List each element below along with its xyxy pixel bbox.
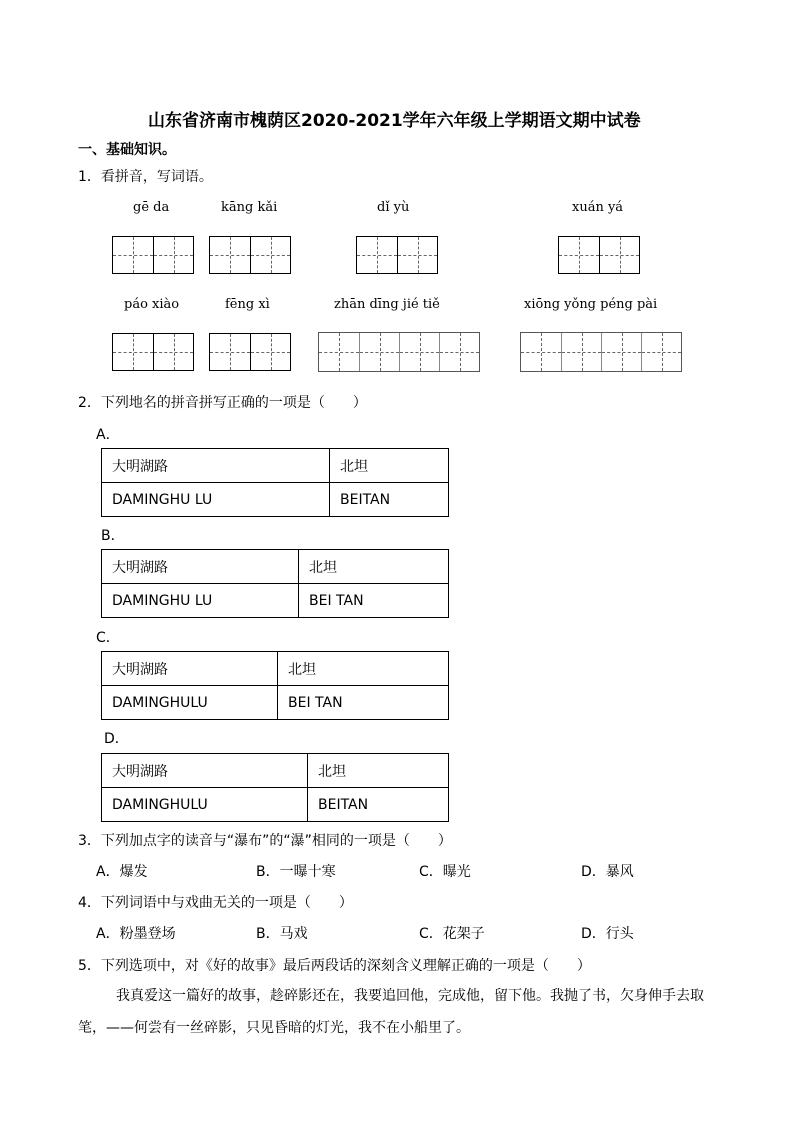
- answer-choice[interactable]: B．马戏: [256, 926, 308, 942]
- place-pinyin: BEI TAN: [278, 686, 449, 720]
- question-3-prompt: 3．下列加点字的读音与“瀑布”的“瀑”相同的一项是（ ）: [78, 833, 452, 849]
- answer-choice[interactable]: A．爆发: [96, 864, 148, 880]
- passage-line: 笔，——何尝有一丝碎影，只见昏暗的灯光，我不在小船里了。: [78, 1020, 470, 1036]
- question-4-prompt: 4．下列词语中与戏曲无关的一项是（ ）: [78, 895, 353, 911]
- option-table: [101, 651, 449, 720]
- pinyin-label: páo xiào: [124, 297, 180, 312]
- pinyin-label: fēng xì: [225, 297, 270, 312]
- option-table: [101, 549, 449, 618]
- pinyin-label: dǐ yù: [377, 200, 410, 215]
- place-pinyin: BEITAN: [308, 788, 449, 822]
- answer-choice[interactable]: A．粉墨登场: [96, 926, 176, 942]
- answer-choice[interactable]: D．暴风: [581, 864, 634, 880]
- passage-line: 我真爱这一篇好的故事，趁碎影还在，我要追回他，完成他，留下他。我抛了书，欠身伸手去取: [116, 988, 704, 1004]
- question-1-prompt: 1．看拼音，写词语。: [78, 169, 213, 185]
- place-pinyin: BEITAN: [330, 483, 449, 517]
- pinyin-label: xuán yá: [572, 200, 624, 215]
- place-name: 北坦: [330, 449, 449, 483]
- pinyin-label: kāng kǎi: [221, 200, 278, 215]
- place-name: 大明湖路: [102, 652, 278, 686]
- option-label: A．: [96, 427, 120, 443]
- option-table: [101, 448, 449, 517]
- writing-grid[interactable]: [209, 236, 291, 274]
- writing-grid[interactable]: [112, 236, 194, 274]
- writing-grid[interactable]: [356, 236, 438, 274]
- section-heading: 一、基础知识。: [78, 142, 176, 158]
- question-2-prompt: 2．下列地名的拼音拼写正确的一项是（ ）: [78, 395, 367, 411]
- place-name: 大明湖路: [102, 754, 308, 788]
- place-pinyin: DAMINGHU LU: [102, 584, 299, 618]
- option-label: C．: [96, 630, 120, 646]
- writing-grid[interactable]: [318, 332, 480, 372]
- place-name: 大明湖路: [102, 550, 299, 584]
- answer-choice[interactable]: D．行头: [581, 926, 634, 942]
- place-name: 大明湖路: [102, 449, 330, 483]
- question-5-prompt: 5．下列选项中，对《好的故事》最后两段话的深刻含义理解正确的一项是（ ）: [78, 958, 591, 974]
- option-table: [101, 753, 449, 822]
- writing-grid[interactable]: [209, 333, 291, 371]
- place-pinyin: DAMINGHU LU: [102, 483, 330, 517]
- writing-grid[interactable]: [520, 332, 682, 372]
- place-name: 北坦: [278, 652, 449, 686]
- pinyin-label: xiōng yǒng péng pài: [524, 297, 658, 312]
- place-pinyin: DAMINGHULU: [102, 686, 278, 720]
- option-label: B．: [101, 528, 125, 544]
- answer-choice[interactable]: C．曝光: [419, 864, 471, 880]
- answer-choice[interactable]: C．花架子: [419, 926, 485, 942]
- writing-grid[interactable]: [112, 333, 194, 371]
- place-name: 北坦: [299, 550, 449, 584]
- writing-grid[interactable]: [558, 236, 640, 274]
- pinyin-label: zhān dīng jié tiě: [334, 297, 440, 312]
- pinyin-label: gē da: [133, 200, 170, 215]
- place-pinyin: BEI TAN: [299, 584, 449, 618]
- place-name: 北坦: [308, 754, 449, 788]
- answer-choice[interactable]: B．一曝十寒: [256, 864, 336, 880]
- page-title: 山东省济南市槐荫区2020-2021学年六年级上学期语文期中试卷: [148, 111, 641, 131]
- option-label: D．: [104, 731, 129, 747]
- place-pinyin: DAMINGHULU: [102, 788, 308, 822]
